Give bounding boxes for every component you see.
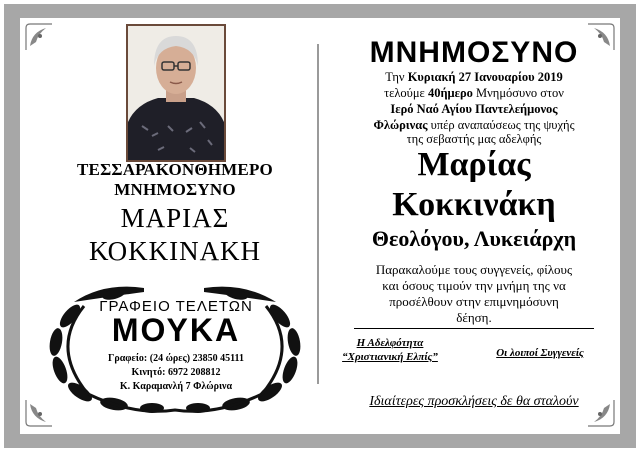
- announcement-line4: Φλώρινας υπέρ αναπαύσεως της ψυχής: [373, 118, 575, 132]
- portrait-photo: [126, 24, 226, 162]
- signature-brotherhood-line2: “Χριστιανική Ελπίς”: [342, 351, 438, 363]
- request-line1: Παρακαλούμε τους συγγενείς, φίλους: [375, 262, 573, 277]
- left-name-line1: ΜΑΡΙΑΣ: [120, 203, 230, 233]
- deceased-surname: Κοκκινάκη: [392, 186, 556, 223]
- announcement-line2: τελούμε 40ήμερο Μνημόσυνο στον: [384, 86, 564, 100]
- corner-ornament-icon: [24, 22, 54, 52]
- request-line2: και όσους τιμούν την μνήμη της να: [382, 278, 566, 293]
- announcement-line3: Ιερό Ναό Αγίου Παντελεήμονος: [390, 102, 558, 116]
- announcement-line5: της σεβαστής μας αδελφής: [406, 132, 542, 146]
- announcement-line1: Την Κυριακή 27 Ιανουαρίου 2019: [385, 70, 563, 84]
- signature-rule: [354, 328, 594, 329]
- column-divider: [317, 44, 319, 384]
- funeral-home-title: ΓΡΑΦΕΙΟ ΤΕΛΕΤΩΝ: [99, 298, 253, 315]
- footer-note: Ιδιαίτερες προσκλήσεις δε θα σταλούν: [369, 394, 579, 409]
- funeral-home-name: ΜΟΥΚΑ: [111, 312, 241, 348]
- left-subtitle-line2: ΜΝΗΜΟΣΥΝΟ: [114, 180, 236, 199]
- signature-relatives: Οι λοιποί Συγγενείς: [496, 347, 584, 359]
- left-subtitle-line1: ΤΕΣΣΑΡΑΚΟΝΘΗΜΕΡΟ: [77, 160, 273, 179]
- signature-brotherhood-line1: Η Αδελφότητα: [356, 337, 424, 349]
- funeral-home-office-phone: Γραφείο: (24 ώρες) 23850 45111: [108, 353, 244, 364]
- request-line4: δέηση.: [456, 310, 492, 325]
- funeral-home-address: Κ. Καραμανλή 7 Φλώρινα: [119, 381, 233, 392]
- left-name-line2: ΚΟΚΚΙΝΑΚΗ: [88, 236, 262, 266]
- deceased-description: Θεολόγου, Λυκειάρχη: [371, 226, 577, 251]
- request-line3: προσέλθουν στην επιμνημόσυνη: [389, 294, 559, 309]
- deceased-first-name: Μαρίας: [417, 146, 531, 183]
- right-heading: ΜΝΗΜΟΣΥΝΟ: [369, 36, 579, 69]
- funeral-home-mobile-phone: Κινητό: 6972 208812: [131, 367, 221, 378]
